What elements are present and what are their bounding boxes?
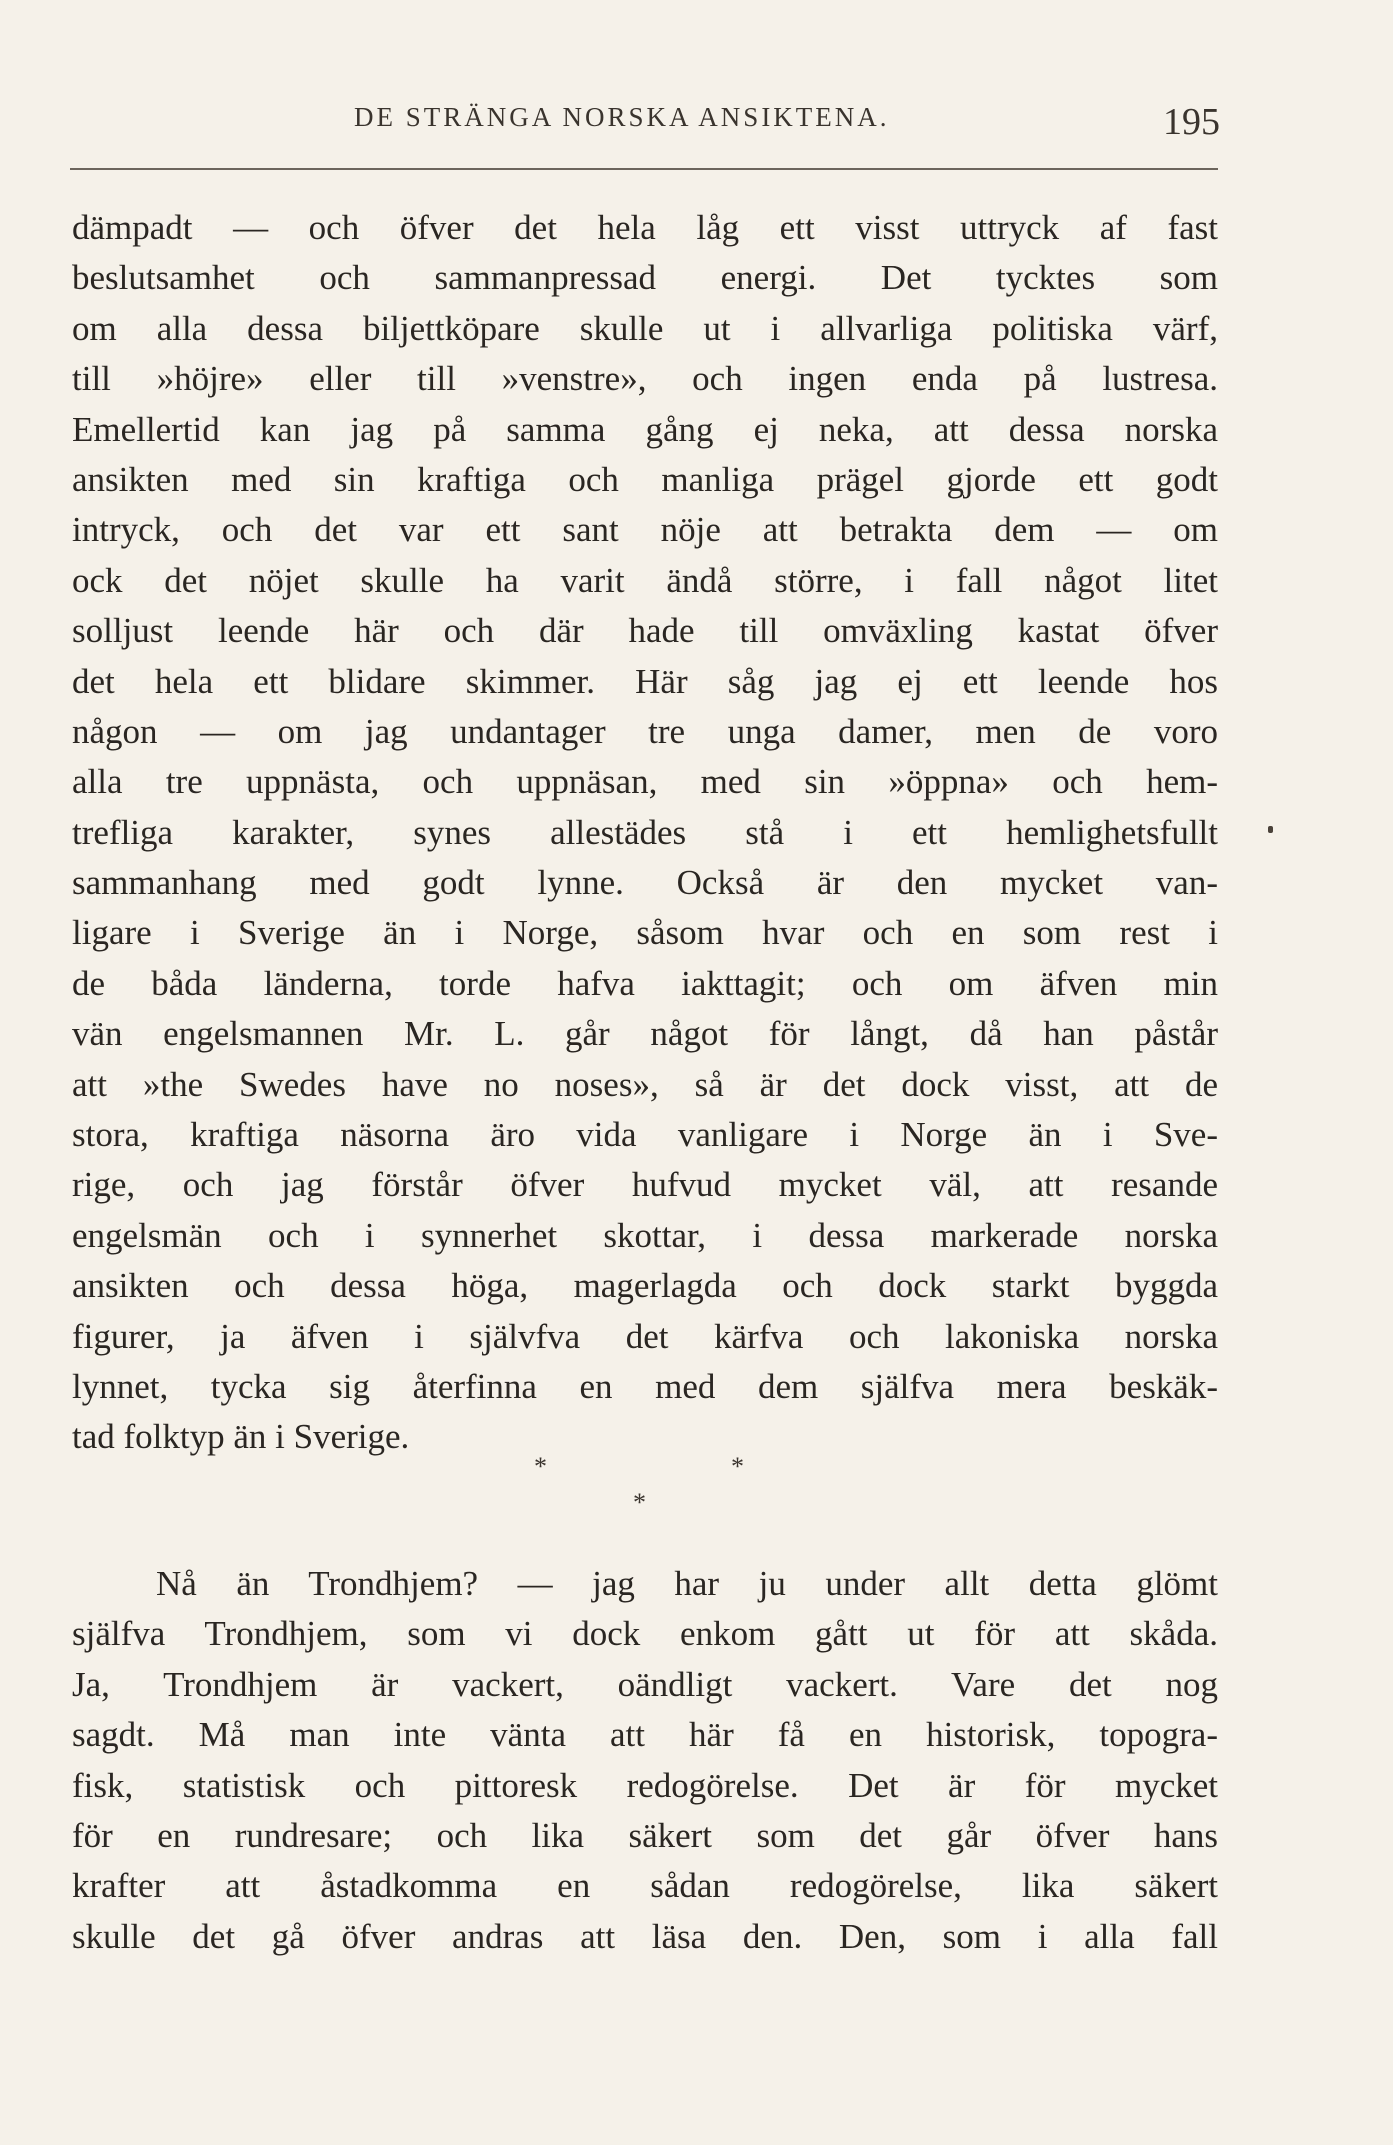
asterisk: * [534,1452,547,1481]
text-line: lynnet, tycka sig återfinna en med dem själfva mera beskäk- [72,1366,1218,1406]
asterisk: * [731,1452,744,1481]
text-line: de båda länderna, torde hafva iakttagit; och om äfven min [72,963,1218,1003]
asterisk: * [633,1488,646,1517]
text-line: sagdt. Må man inte vänta att här få en historisk, topogra- [72,1715,1218,1755]
header-rule [70,168,1218,170]
paragraph-2 [72,1559,1218,1962]
page-number: 195 [1163,101,1220,143]
text-line: solljust leende här och där hade till omväxling kastat öfver [72,611,1218,651]
text-line: ansikten och dessa höga, magerlagda och dock starkt byggda [72,1266,1218,1306]
text-line: engelsmän och i synnerhet skottar, i dessa markerade norska [72,1215,1218,1255]
text-line: stora, kraftiga näsorna äro vida vanligare i Norge än i Sve- [72,1115,1218,1155]
text-line: tad folktyp än i Sverige. [72,1417,410,1457]
text-line: någon — om jag undantager tre unga damer, men de voro [72,711,1218,751]
text-line: skulle det gå öfver andras att läsa den. Den, som i alla fall [72,1916,1218,1956]
text-line: sammanhang med godt lynne. Också är den mycket van- [72,863,1218,903]
text-line: om alla dessa biljettköpare skulle ut i allvarliga politiska värf, [72,308,1218,348]
text-line: beslutsamhet och sammanpressad energi. Det tycktes som [72,258,1218,298]
running-title: DE STRÄNGA NORSKA ANSIKTENA. [354,102,890,132]
text-line: ligare i Sverige än i Norge, såsom hvar och en som rest i [72,913,1218,953]
text-line: Nå än Trondhjem? — jag har ju under allt detta glömt [156,1564,1218,1603]
text-line: för en rundresare; och lika säkert som det går öfver hans [72,1815,1218,1855]
text-line: Emellertid kan jag på samma gång ej neka, att dessa norska [72,409,1218,449]
text-line: vän engelsmannen Mr. L. går något för långt, då han påstår [72,1014,1218,1054]
text-line: fisk, statistisk och pittoresk redogörelse. Det är för mycket [72,1765,1218,1805]
text-line: till »höjre» eller till »venstre», och ingen enda på lustresa. [72,359,1218,399]
paragraph-1 [72,203,1218,1463]
text-line: att »the Swedes have no noses», så är det dock visst, att de [72,1064,1218,1104]
text-line: rige, och jag förstår öfver hufvud mycket väl, att resande [72,1165,1218,1205]
text-line: intryck, och det var ett sant nöje att betrakta dem — om [72,510,1218,550]
text-line: krafter att åstadkomma en sådan redogörelse, lika säkert [72,1866,1218,1906]
section-break [0,1452,1393,1522]
text-line: själfva Trondhjem, som vi dock enkom gått ut för att skåda. [72,1614,1218,1654]
text-line: ansikten med sin kraftiga och manliga prägel gjorde ett godt [72,459,1218,499]
marginal-mark [1268,826,1273,833]
text-line: Ja, Trondhjem är vackert, oändligt vackert. Vare det nog [72,1664,1218,1704]
text-line: ock det nöjet skulle ha varit ändå större, i fall något litet [72,560,1218,600]
text-line: det hela ett blidare skimmer. Här såg jag ej ett leende hos [72,661,1218,701]
text-line: figurer, ja äfven i självfva det kärfva och lakoniska norska [72,1316,1218,1356]
text-line: dämpadt — och öfver det hela låg ett visst uttryck af fast [72,208,1218,247]
text-line: alla tre uppnästa, och uppnäsan, med sin »öppna» och hem- [72,762,1218,802]
text-line: trefliga karakter, synes allestädes stå i ett hemlighetsfullt [72,812,1218,852]
